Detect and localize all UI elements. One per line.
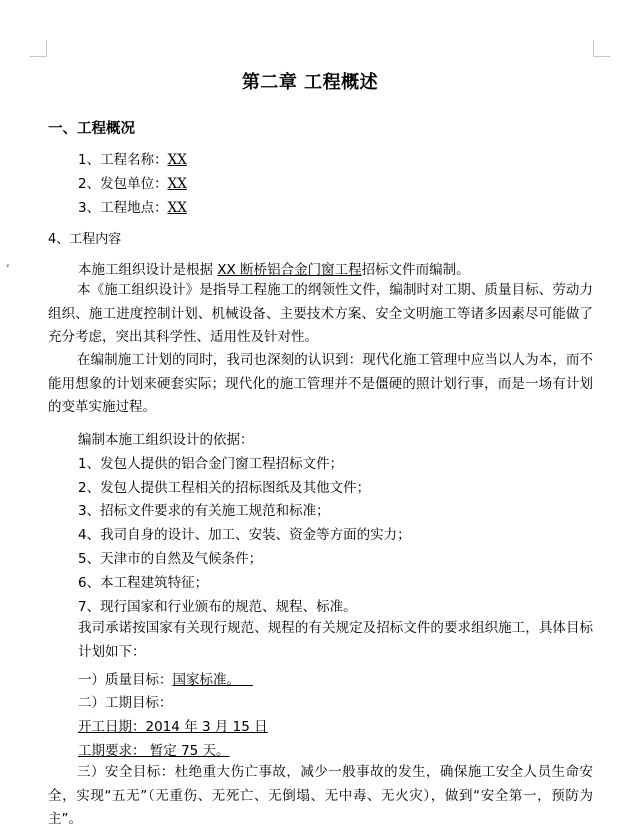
safety-target: 三）安全目标：杜绝重大伤亡事故，减少一般事故的发生，确保施工安全人员生命安全，实现“五无”（无重伤、无死亡、无倒塌、无中毒、无火灾），做到“安全第一，预防为主”。 [48,764,593,827]
chapter-title: 第二章 工程概述 [241,72,379,93]
schedule-heading: 二）工期目标： [78,695,173,711]
project-title-link: XX 断桥铝合金门窗工程 [217,262,362,278]
basis-item-6: 6、本工程建筑特征； [78,575,209,591]
para-guiding-doc: 本《施工组织设计》是指导工程施工的纲领性文件，编制时对工期、质量目标、劳动力组织、施工进度控制计划、机械设备、主要技术方案、安全文明施工等诸多因素尽可能做了充分考虑，突出其科学性、适用性及针对性。 [48,282,593,345]
project-name-value: XX [167,152,187,168]
project-name-label: 1、工程名称： [78,152,168,168]
location-value: XX [167,200,187,216]
employer-line [78,172,187,192]
para-planning: 在编制施工计划的同时，我司也深刻的认识到：现代化施工管理中应当以人为本，而不能用想象的计划来硬套实际；现代化的施工管理并不是僵硬的照计划行事，而是一场有计划的变革实施过程。 [48,352,593,415]
duration: 工期要求： 暂定 75 天。 [78,743,230,759]
start-date: 开工日期：2014 年 3 月 15 日 [78,719,268,735]
margin-marker-icon: ▾ [6,262,10,270]
section-heading: 一、工程概况 [48,121,135,137]
basis-item-5: 5、天津市的自然及气候条件； [78,551,263,567]
quality-label: 一）质量目标： [78,672,173,688]
subsection-heading: 4、工程内容 [48,232,122,247]
location-label: 3、工程地点： [78,200,168,216]
para1-post: 招标文件而编制。 [361,262,470,278]
basis-item-2: 2、发包人提供工程相关的招标图纸及其他文件； [78,480,371,496]
commitment-para: 我司承诺按国家有关现行规范、规程的有关规定及招标文件的要求组织施工，具体目标计划如下： [78,620,593,660]
basis-item-1: 1、发包人提供的铝合金门窗工程招标文件； [78,456,344,472]
basis-item-7: 7、现行国家和行业颁布的规范、规程、标准。 [78,599,357,615]
para-basis-doc [78,258,470,278]
crop-mark-top-left [30,40,47,57]
para1-pre: 本施工组织设计是根据 [78,262,218,278]
location-line [78,196,187,216]
employer-label: 2、发包单位： [78,176,168,192]
project-name-line [78,148,187,168]
basis-heading: 编制本施工组织设计的依据： [78,432,254,448]
employer-value: XX [167,176,187,192]
quality-value: 国家标准。 [172,672,240,688]
crop-mark-top-right [593,40,610,57]
quality-target [78,668,253,688]
basis-item-3: 3、招标文件要求的有关施工规范和标准； [78,503,330,519]
basis-item-4: 4、我司自身的设计、加工、安装、资金等方面的实力； [78,527,411,543]
